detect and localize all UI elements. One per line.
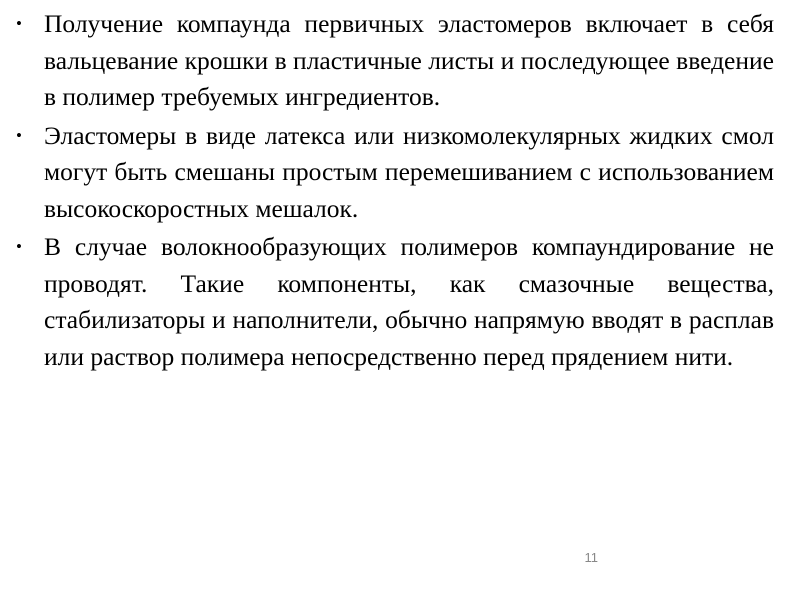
bullet-item — [14, 229, 774, 375]
page-number: 11 — [584, 550, 598, 565]
bullet-marker: • — [16, 14, 22, 33]
bullet-item — [14, 6, 774, 116]
bullet-marker: • — [16, 125, 22, 145]
bullet-text: В случае волокнообразующих полимеров компаундирование не проводят. Такие компоненты, как смазочные вещества, стабилизаторы и наполнители, обычно напрямую вводят в расплав или раствор полимера непосредственно перед прядением нити. — [44, 232, 774, 371]
bullet-marker: • — [16, 237, 22, 256]
bullet-text: Эластомеры в виде латекса или низкомолекулярных жидких смол могут быть смешаны простым перемешиванием с использованием высокоскоростных мешалок. — [44, 120, 774, 223]
bullet-item — [14, 118, 774, 228]
bullet-list — [14, 6, 774, 377]
bullet-text: Получение компаунда первичных эластомеров включает в себя вальцевание крошки в пластичные листы и последующее введение в полимер требуемых ингредиентов. — [44, 9, 774, 111]
